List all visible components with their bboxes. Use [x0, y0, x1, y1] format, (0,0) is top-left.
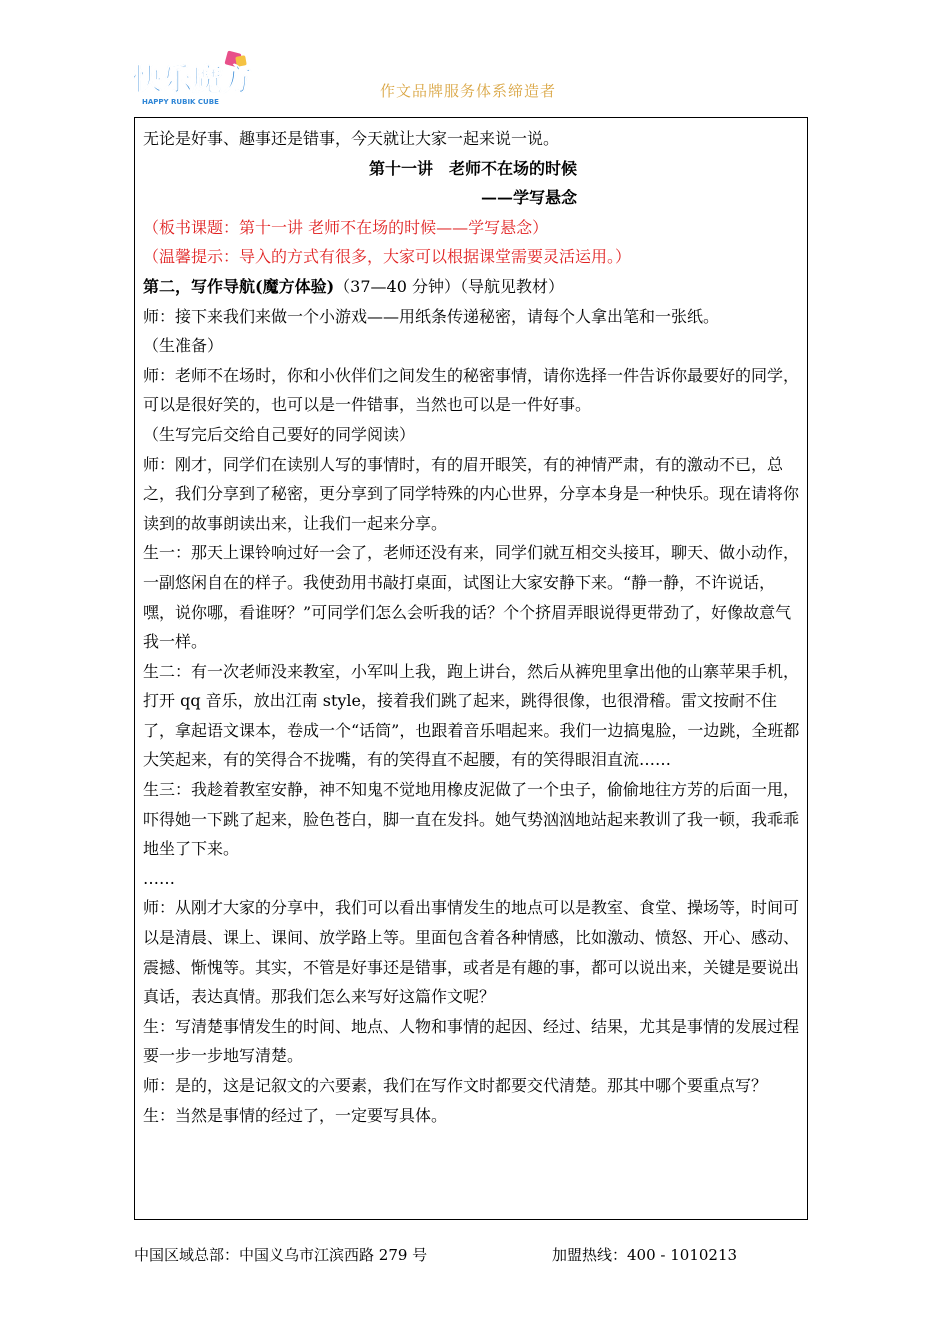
- paragraph: （生写完后交给自己要好的同学阅读）: [143, 424, 416, 444]
- lesson-title: 第十一讲 老师不在场的时候: [368, 158, 577, 178]
- footer-address: 中国区域总部：中国义乌市江滨西路 279 号: [134, 1246, 428, 1264]
- paragraph: （生准备）: [143, 336, 224, 356]
- paragraph: 生：写清楚事情发生的时间、地点、人物和事情的起因、经过、结果，尤其是事情的发展过程要一步一步地写清楚。: [143, 1016, 800, 1066]
- paragraph: ……: [143, 868, 175, 888]
- intro-line: 无论是好事、趣事还是错事，今天就让大家一起来说一说。: [143, 129, 560, 148]
- lesson-subtitle: ——学写悬念: [481, 188, 578, 208]
- paragraph: 师：从刚才大家的分享中，我们可以看出事情发生的地点可以是教室、食堂、操场等，时间可以是清晨、课上、课间、放学路上等。里面包含着各种情感，比如激动、愤怒、开心、感动、震撼、惭愧等。其实，不管是好事还是错事，或者是有趣的事，都可以说出来，关键是要说出真话，表达真情。那我们怎么来写好这篇作文呢？: [143, 898, 800, 1007]
- brand-slogan: 作文品牌服务体系缔造者: [380, 82, 557, 100]
- footer-hotline: 加盟热线：400 - 1010213: [552, 1246, 738, 1264]
- board-title-note: （板书课题：第十一讲 老师不在场的时候——学写悬念）: [143, 217, 549, 237]
- section-heading: 第二，写作导航(魔方体验): [143, 276, 335, 296]
- paragraph: 师：接下来我们来做一个小游戏——用纸条传递秘密，请每个人拿出笔和一张纸。: [143, 306, 720, 326]
- lesson-content-box: [134, 117, 808, 1220]
- paragraph: 生二：有一次老师没来教室，小军叫上我，跑上讲台，然后从裤兜里拿出他的山寨苹果手机，打开 qq 音乐，放出江南 style，接着我们跳了起来，跳得很像，也很滑稽。雷文按耐不住了，拿起语文课本，卷成一个“话筒”，也跟着音乐唱起来。我们一边搞鬼脸，一边跳，全班都大笑起来，有的笑得合不拢嘴，有的笑得直不起腰，有的笑得眼泪直流……: [143, 661, 800, 770]
- section-note: （37—40 分钟）（导航见教材）: [334, 276, 564, 296]
- paragraph: 生一：那天上课铃响过好一会了，老师还没有来，同学们就互相交头接耳，聊天、做小动作，一副悠闲自在的样子。我使劲用书敲打桌面，试图让大家安静下来。“静一静，不许说话，嘿，说你哪，看谁呀？”可同学们怎么会听我的话？个个挤眉弄眼说得更带劲了，好像故意气我一样。: [143, 543, 800, 652]
- paragraph: 师：老师不在场时，你和小伙伴们之间发生的秘密事情，请你选择一件告诉你最要好的同学，可以是很好笑的，也可以是一件错事，当然也可以是一件好事。: [143, 365, 800, 415]
- paragraph: 生：当然是事情的经过了，一定要写具体。: [143, 1105, 448, 1125]
- section-heading-line: [143, 272, 803, 302]
- paragraph: 生三：我趁着教室安静，神不知鬼不觉地用橡皮泥做了一个虫子，偷偷地往方芳的后面一甩，吓得她一下跳了起来，脸色苍白，脚一直在发抖。她气势汹汹地站起来教训了我一顿，我乖乖地坐了下来。: [143, 780, 800, 859]
- lesson-content: [143, 124, 803, 1130]
- brand-logo: [130, 50, 270, 110]
- paragraph: 师：是的，这是记叙文的六要素，我们在写作文时都要交代清楚。那其中哪个要重点写？: [143, 1076, 768, 1095]
- logo-subtext: HAPPY RUBIK CUBE: [142, 98, 219, 106]
- paragraph: 师：刚才，同学们在读别人写的事情时，有的眉开眼笑，有的神情严肃，有的激动不已，总之，我们分享到了秘密，更分享到了同学特殊的内心世界，分享本身是一种快乐。现在请将你读到的故事朗读出来，让我们一起来分享。: [143, 454, 800, 533]
- tip-note: （温馨提示：导入的方式有很多，大家可以根据课堂需要灵活运用。）: [143, 247, 632, 267]
- page-header: [130, 50, 810, 120]
- logo-text: 快乐魔方: [132, 63, 252, 98]
